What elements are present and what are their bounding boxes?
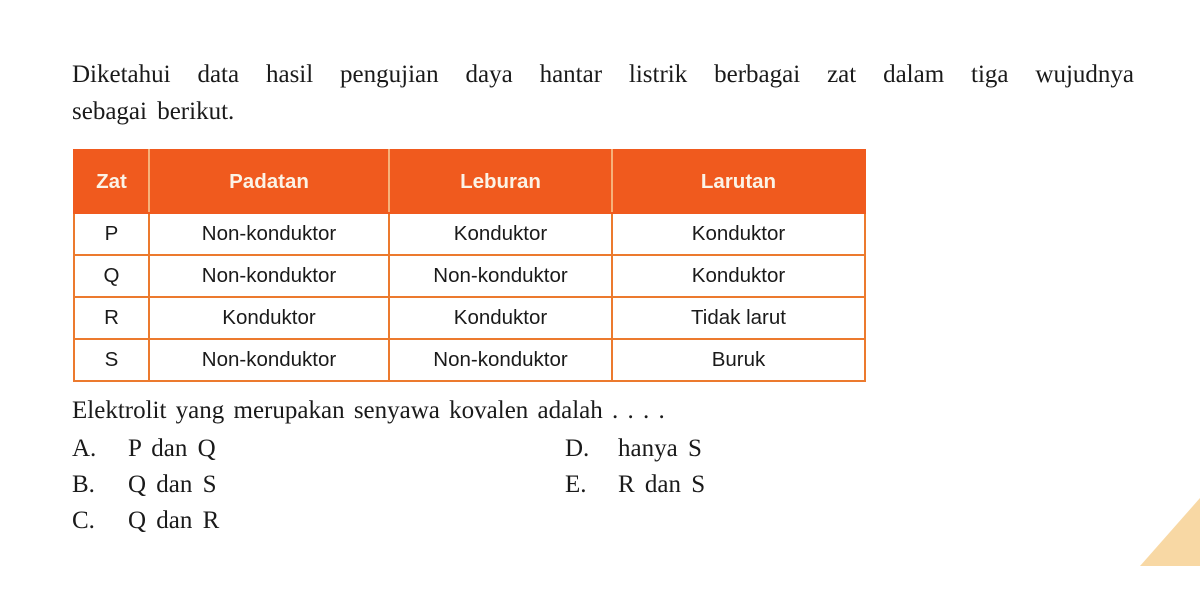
option-letter: E.	[565, 471, 587, 498]
table-row	[74, 255, 865, 297]
option-text: Q dan R	[128, 507, 220, 534]
option-letter: B.	[72, 471, 95, 498]
cell-leburan: Konduktor	[389, 213, 612, 255]
cell-padatan: Non-konduktor	[149, 339, 389, 381]
option-d[interactable]	[565, 432, 702, 466]
column-header-larutan: Larutan	[612, 150, 865, 213]
cell-zat: S	[74, 339, 149, 381]
column-header-padatan: Padatan	[149, 150, 389, 213]
intro-line-1: Diketahui data hasil pengujian daya hantar listrik berbagai zat dalam tiga wujudnya	[72, 61, 1134, 88]
option-text: Q dan S	[128, 471, 217, 498]
option-letter: D.	[565, 435, 590, 462]
cell-larutan: Tidak larut	[612, 297, 865, 339]
option-text: R dan S	[618, 471, 706, 498]
option-letter: A.	[72, 435, 97, 462]
cell-padatan: Konduktor	[149, 297, 389, 339]
intro-line-2: sebagai berikut.	[72, 98, 235, 125]
table-row	[74, 297, 865, 339]
corner-triangle-decoration	[1140, 498, 1200, 566]
option-text: hanya S	[618, 435, 702, 462]
question-text: Elektrolit yang merupakan senyawa kovalen adalah . . . .	[72, 397, 665, 424]
option-a[interactable]	[72, 432, 216, 466]
conductivity-table	[73, 149, 866, 382]
table-header-row	[74, 150, 865, 213]
column-header-zat: Zat	[74, 150, 149, 213]
cell-leburan: Non-konduktor	[389, 255, 612, 297]
cell-larutan: Konduktor	[612, 213, 865, 255]
cell-leburan: Konduktor	[389, 297, 612, 339]
column-header-leburan: Leburan	[389, 150, 612, 213]
option-c[interactable]	[72, 504, 219, 538]
option-e[interactable]	[565, 468, 705, 502]
cell-zat: R	[74, 297, 149, 339]
intro-paragraph	[72, 56, 1134, 130]
cell-leburan: Non-konduktor	[389, 339, 612, 381]
cell-larutan: Buruk	[612, 339, 865, 381]
cell-larutan: Konduktor	[612, 255, 865, 297]
table-row	[74, 339, 865, 381]
cell-padatan: Non-konduktor	[149, 255, 389, 297]
option-letter: C.	[72, 507, 95, 534]
table-row	[74, 213, 865, 255]
cell-zat: Q	[74, 255, 149, 297]
option-text: P dan Q	[128, 435, 216, 462]
cell-padatan: Non-konduktor	[149, 213, 389, 255]
cell-zat: P	[74, 213, 149, 255]
option-b[interactable]	[72, 468, 217, 502]
